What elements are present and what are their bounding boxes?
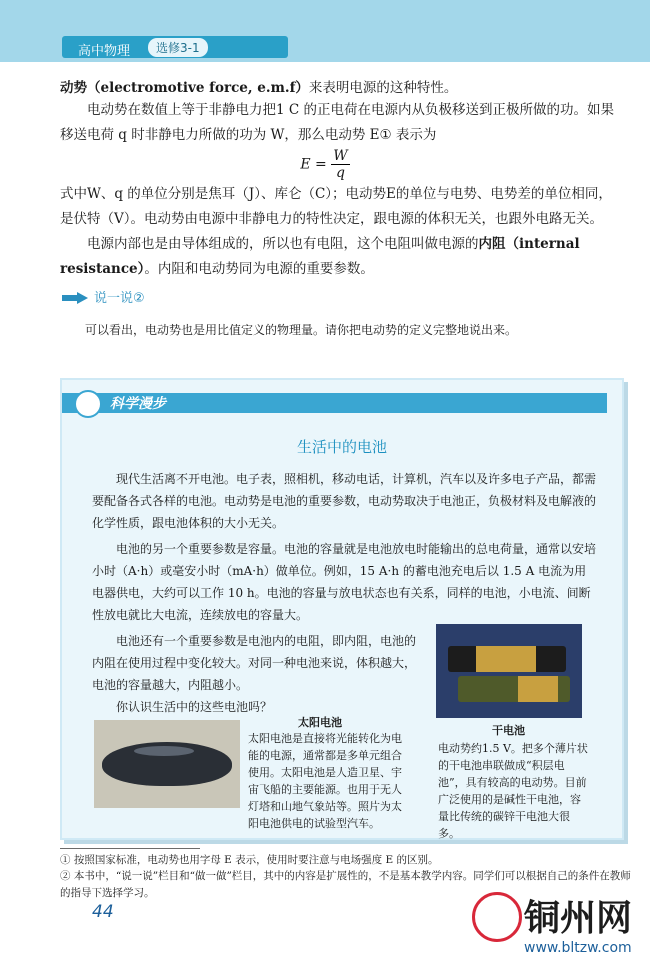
paragraph-4-a: 电源内部也是由导体组成的，所以也有电阻，这个电阻叫做电源的 — [87, 236, 479, 252]
battery-1 — [448, 646, 566, 672]
science-box — [60, 378, 624, 840]
emf-formula — [0, 148, 650, 181]
box-paragraph-3: 电池还有一个重要参数是电池内的电阻，即内阻，电池的内阻在使用过程中变化较大。对同一种电池来说，体积越大，电池的容量越大，内阻越小。 — [92, 634, 417, 692]
page-number: 44 — [92, 902, 114, 922]
watermark-url: www.bltzw.com — [524, 940, 632, 956]
dry-battery-photo — [436, 624, 582, 718]
box-paragraph-1: 现代生活离不开电池。电子表，照相机，移动电话，计算机，汽车以及许多电子产品，都需要配备各式各样的电池。电动势是电池的重要参数，电动势取决于电池正，负极材料及电解液的化学性质，跟电池体积的大小无关。 — [92, 472, 597, 530]
footnote-divider — [60, 848, 200, 849]
formula-denominator: q — [335, 165, 345, 181]
term-internal-resistance: 内阻（internal resistance） — [60, 236, 580, 277]
paragraph-3: 式中W、q 的单位分别是焦耳（J）、库仑（C）；电动势E的单位与电势、电势差的单位相同，是伏特（V）。电动势由电源中非静电力的特性决定，跟电源的体积无关，也跟外电路无关。 — [60, 186, 612, 227]
box-banner-text: 科学漫步 — [110, 396, 166, 412]
footnote-1: ① 按照国家标准，电动势也用字母 E 表示，使用时要注意与电场强度 E 的区别。 — [60, 854, 439, 866]
paragraph-2: 电动势在数值上等于非静电力把1 C 的正电荷在电源内从负极移送到正极所做的功。如果移送电荷 q 时非静电力所做的功为 W，那么电动势 E① 表示为 — [60, 102, 614, 143]
circle-icon — [74, 390, 102, 418]
arrow-icon — [62, 292, 88, 304]
paragraph-4 — [60, 232, 625, 282]
term-emf: 动势（electromotive force, e.m.f） — [60, 80, 309, 96]
solar-battery-title: 太阳电池 — [298, 716, 342, 729]
formula-numerator: W — [333, 148, 348, 164]
book-title: 高中物理 — [78, 44, 131, 59]
formula-lhs: E = — [300, 156, 327, 173]
footnote-2: ② 本书中，“说一说”栏目和“做一做”栏目，其中的内容是扩展性的，不是基本教学内容。同学们可以根据自己的条件在教师的指导下选择学习。 — [60, 870, 631, 899]
battery-2 — [458, 676, 570, 702]
talk-label: 说一说② — [94, 291, 145, 306]
book-subtitle: 选修3-1 — [148, 38, 208, 57]
box-title: 生活中的电池 — [296, 438, 387, 456]
solar-car-photo — [94, 720, 240, 808]
paragraph-4-b: 。内阻和电动势同为电源的重要参数。 — [144, 261, 374, 277]
dry-battery-title: 干电池 — [492, 724, 525, 737]
box-paragraph-4: 你认识生活中的这些电池吗？ — [116, 700, 273, 714]
paragraph-1-rest: 来表明电源的这种特性。 — [308, 80, 458, 96]
watermark-name: 铜州网 — [524, 898, 633, 939]
box-paragraph-2: 电池的另一个重要参数是容量。电池的容量就是电池放电时能输出的总电荷量，通常以安培小时（A·h）或毫安小时（mA·h）做单位。例如，15 A·h 的蓄电池充电后以 1.5 A 电流为用电器供电，大约可以工作 10 h。电池的容量与放电状态也有关系，同样的电池，小电流、间断性放电就比大电流，连续放电的容量大。 — [92, 542, 597, 622]
formula-fraction — [331, 148, 349, 181]
talk-text: 可以看出，电动势也是用比值定义的物理量。请你把电动势的定义完整地说出来。 — [85, 323, 518, 337]
watermark-logo-icon — [472, 892, 522, 942]
dry-battery-caption: 电动势约1.5 V。把多个薄片状的干电池串联做成“积层电池”，具有较高的电动势。目前广泛使用的是碱性干电池，容量比传统的碳锌干电池大很多。 — [438, 742, 588, 840]
solar-battery-caption: 太阳电池是直接将光能转化为电能的电源，通常都是多单元组合使用。太阳电池是人造卫星、宇宙飞船的主要能源。也用于无人灯塔和山地气象站等。照片为太阳电池供电的试验型汽车。 — [248, 732, 402, 830]
